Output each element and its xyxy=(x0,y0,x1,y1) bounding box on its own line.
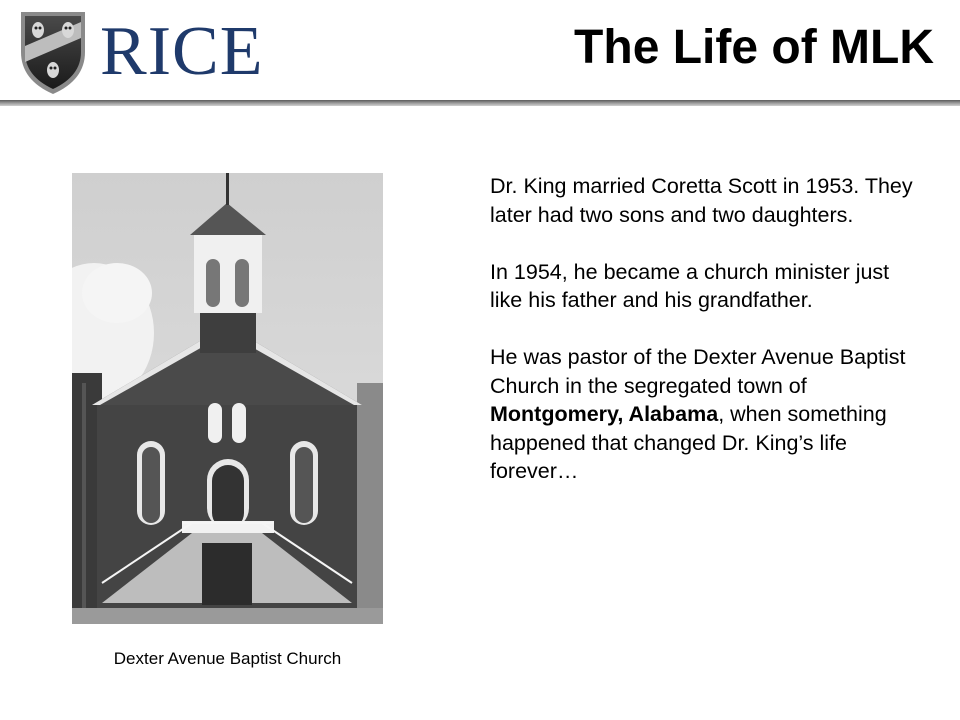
rice-logo xyxy=(18,8,264,96)
slide-body xyxy=(490,172,920,486)
rice-shield-icon xyxy=(18,8,88,96)
paragraph-marriage: Dr. King married Coretta Scott in 1953. They later had two sons and two daughters. xyxy=(490,174,913,227)
montgomery-alabama: Montgomery, Alabama xyxy=(490,402,719,426)
church-illustration xyxy=(72,173,383,624)
pastor-text-end: , when something happened that changed Dr. King’s life forever… xyxy=(490,402,887,483)
slide-header xyxy=(0,0,960,100)
paragraph-minister: In 1954, he became a church minister just like his father and his grandfather. xyxy=(490,259,890,312)
paragraph-pastor xyxy=(490,343,920,486)
pastor-text-start: He was pastor of the Dexter Avenue Baptist Church in the segregated town of xyxy=(490,345,906,398)
rice-wordmark: RICE xyxy=(100,13,264,90)
header-divider xyxy=(0,100,960,106)
slide-title: The Life of MLK xyxy=(574,21,934,74)
photo-caption: Dexter Avenue Baptist Church xyxy=(113,649,342,668)
church-photo xyxy=(72,173,383,624)
